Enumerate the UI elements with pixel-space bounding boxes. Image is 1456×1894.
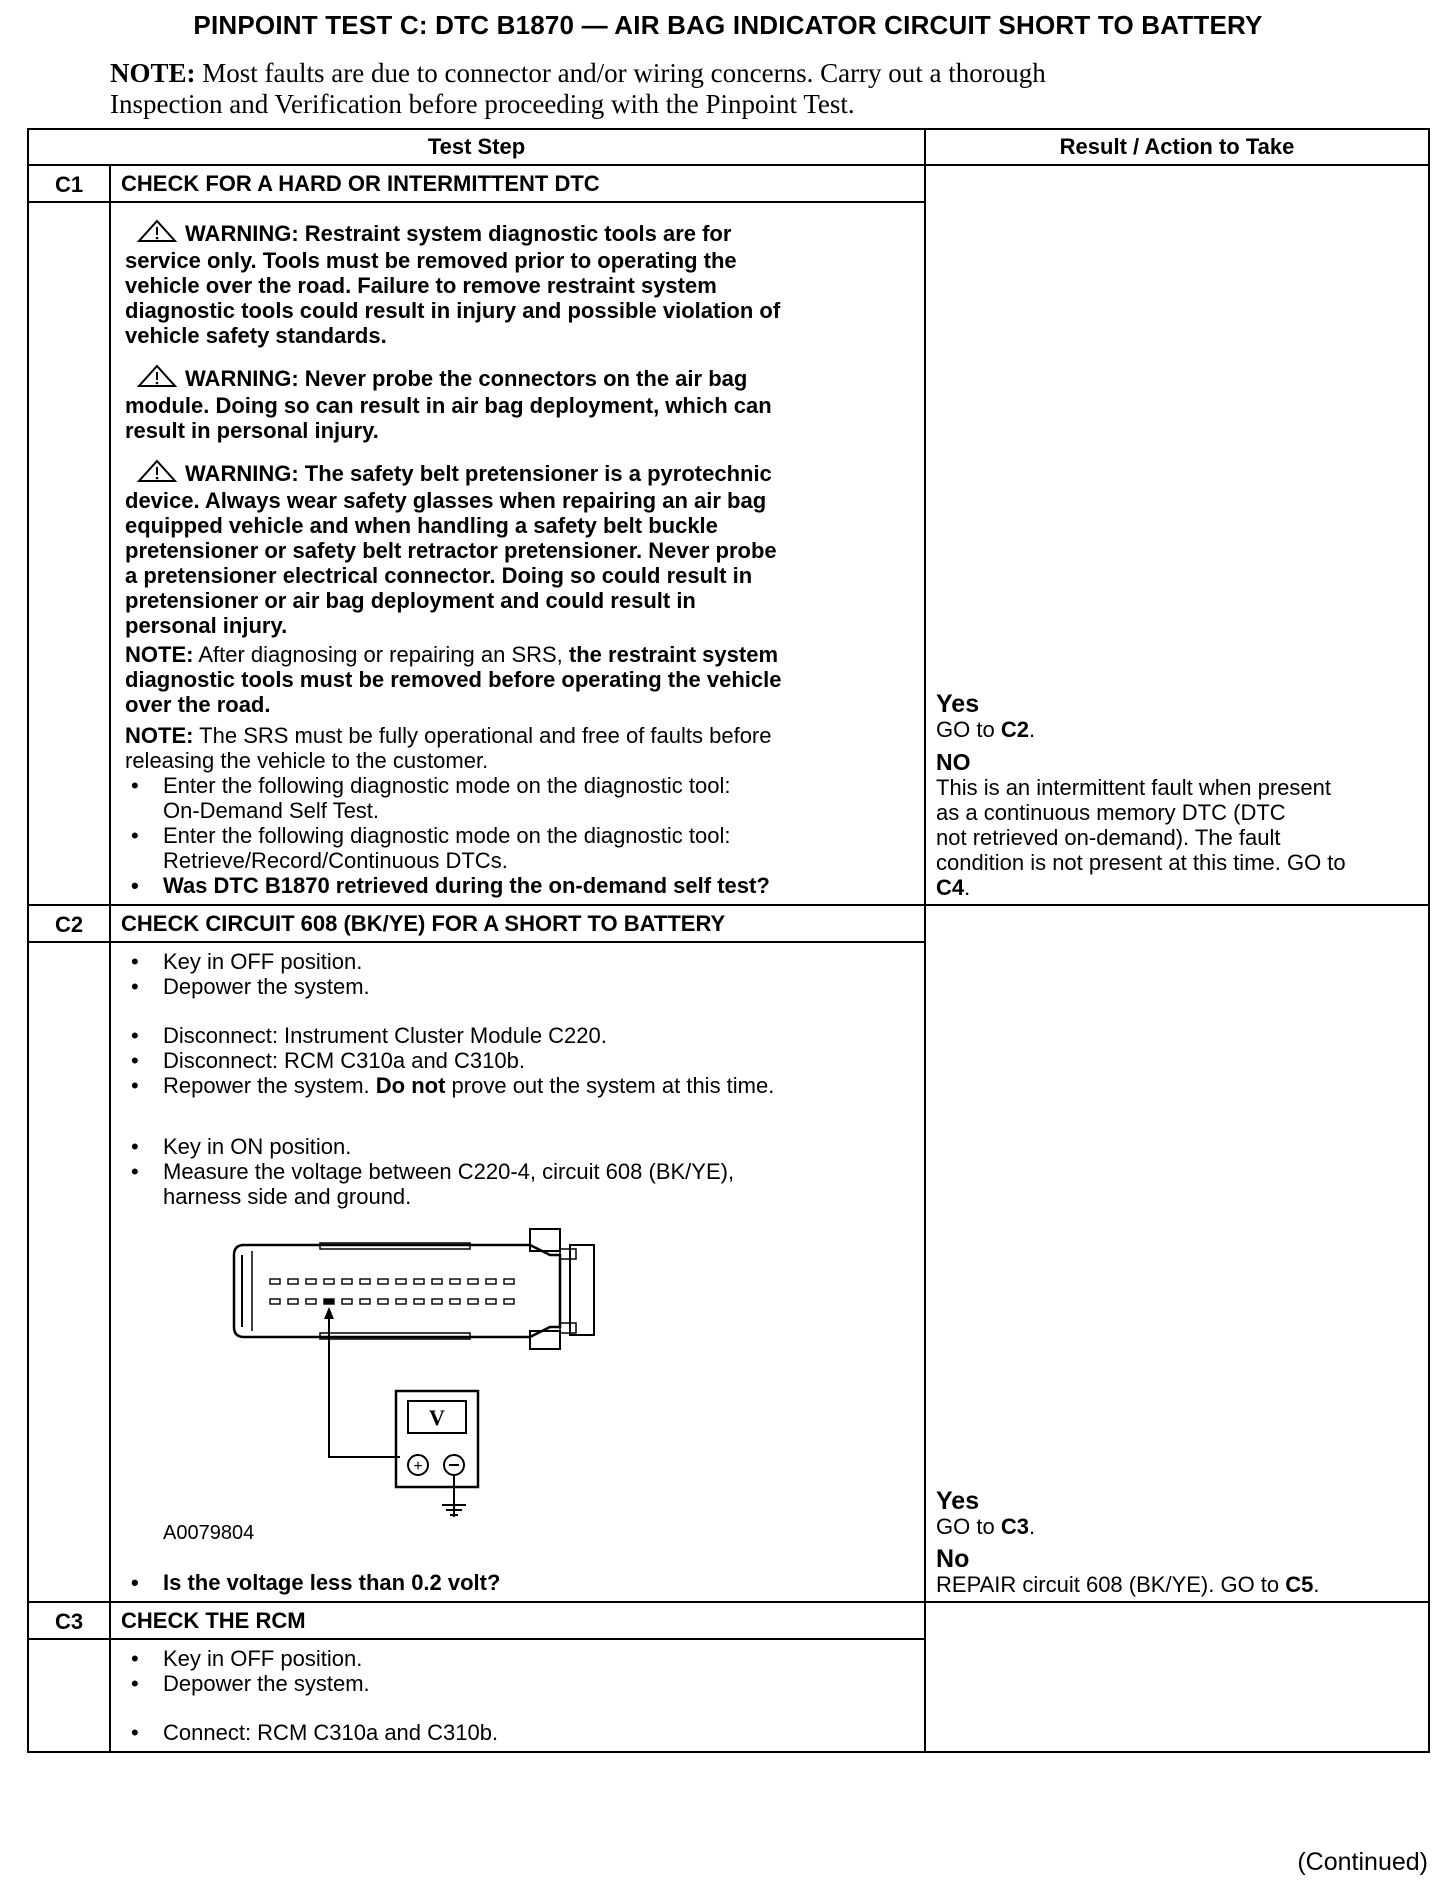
c2-no-label: No (936, 1545, 970, 1573)
c1-no-line3: not retrieved on-demand). The fault (936, 825, 1281, 850)
list-item: • Depower the system. (125, 974, 914, 999)
header-test-step: Test Step (28, 129, 925, 165)
step-c1-title-row (28, 165, 1429, 202)
warning-2-line3: result in personal injury. (125, 418, 379, 443)
step-c2-title-row (28, 905, 1429, 942)
c1-no-line4: condition is not present at this time. GO to (936, 850, 1346, 875)
c1-no-line1: This is an intermittent fault when present (936, 775, 1331, 800)
page-title: PINPOINT TEST C: DTC B1870 — AIR BAG INDICATOR CIRCUIT SHORT TO BATTERY (193, 10, 1263, 40)
step-c3-content (110, 1639, 925, 1752)
c2-yes-label: Yes (936, 1487, 980, 1515)
note1-bold2: diagnostic tools must be removed before operating the vehicle (125, 667, 782, 692)
list-item: • Enter the following diagnostic mode on the diagnostic tool: On-Demand Self Test. (125, 773, 914, 823)
warning-3-line4: pretensioner or safety belt retractor pretensioner. Never probe (125, 538, 777, 563)
list-item: • Connect: RCM C310a and C310b. (125, 1720, 914, 1745)
c1-yes-label: Yes (936, 690, 980, 718)
warning-3 (125, 459, 914, 638)
step-c1-blank (28, 202, 110, 905)
warning-1-line3: vehicle over the road. Failure to remove restraint system (125, 273, 717, 298)
list-item: • Disconnect: Instrument Cluster Module C220. (125, 1023, 914, 1048)
list-item: • Key in ON position. (125, 1134, 914, 1159)
step-c3-blank (28, 1639, 110, 1752)
c2-yes-step: C3 (1000, 1514, 1029, 1539)
warning-1-line2: service only. Tools must be removed prior to operating the (125, 248, 737, 273)
list-item: • Key in OFF position. (125, 949, 914, 974)
svg-text:+: + (413, 1458, 423, 1475)
note1-bold1: the restraint system (568, 642, 779, 667)
step-c2-content (110, 942, 925, 1602)
intro-note-line1: Most faults are due to connector and/or wiring concerns. Carry out a thorough (202, 58, 1046, 88)
warning-3-line5: a pretensioner electrical connector. Doing so could result in (125, 563, 753, 588)
figure-id: A0079804 (163, 1522, 255, 1544)
step-c3-title-row (28, 1602, 1429, 1639)
meter-label: V (429, 1405, 445, 1430)
note-srs-operational (125, 723, 914, 773)
warning-2 (125, 364, 914, 443)
c2-no-step: C5 (1285, 1572, 1314, 1597)
step-c1-result: Yes GO to C2. NO This is an intermittent fault when present as a continuous memory DTC (DTC not retrieved on-demand). The fault condition is not present at this time. GO to C4. (925, 165, 1429, 905)
warning-2-line1: WARNING: Never probe the connectors on the air bag (185, 366, 748, 391)
c2-no-text: REPAIR circuit 608 (BK/YE). GO to (936, 1572, 1280, 1597)
list-item: • Measure the voltage between C220-4, circuit 608 (BK/YE), harness side and ground. (125, 1159, 914, 1209)
warning-3-line2: device. Always wear safety glasses when repairing an air bag (125, 488, 767, 513)
c2-question: • Is the voltage less than 0.2 volt? (125, 1570, 914, 1595)
warning-3-line7: personal injury. (125, 613, 288, 638)
step-c2-title: CHECK CIRCUIT 608 (BK/YE) FOR A SHORT TO BATTERY (110, 905, 925, 942)
ground-icon (434, 1493, 474, 1523)
step-c1-title: CHECK FOR A HARD OR INTERMITTENT DTC (110, 165, 925, 202)
warning-triangle-icon (137, 219, 177, 248)
note1-bold3: over the road. (125, 692, 271, 717)
connector-voltmeter-diagram (220, 1227, 680, 1517)
warning-1-line5: vehicle safety standards. (125, 323, 387, 348)
c1-no-label: NO (936, 749, 971, 775)
list-item: • Key in OFF position. (125, 1646, 914, 1671)
step-c3-id: C3 (28, 1602, 110, 1639)
note2-label: NOTE: (125, 723, 194, 748)
intro-note (110, 58, 1410, 120)
step-c2-id: C2 (28, 905, 110, 942)
note2-line2: releasing the vehicle to the customer. (125, 748, 489, 773)
table-header-row (28, 129, 1429, 165)
c1-no-line2: as a continuous memory DTC (DTC (936, 800, 1286, 825)
pinpoint-test-table (27, 128, 1430, 1753)
note1-text: After diagnosing or repairing an SRS, (198, 642, 563, 667)
list-item: • Repower the system. Do not prove out the system at this time. (125, 1073, 914, 1098)
step-c3-result (925, 1602, 1429, 1752)
diagram-svg (220, 1227, 680, 1517)
warning-3-line3: equipped vehicle and when handling a safety belt buckle (125, 513, 718, 538)
step-c1-content (110, 202, 925, 905)
warning-3-line1: WARNING: The safety belt pretensioner is a pyrotechnic (185, 461, 772, 486)
header-result: Result / Action to Take (925, 129, 1429, 165)
warning-2-line2: module. Doing so can result in air bag deployment, which can (125, 393, 772, 418)
continued-label: (Continued) (1297, 1848, 1428, 1876)
warning-triangle-icon (137, 364, 177, 393)
note1-label: NOTE: (125, 642, 194, 667)
warning-triangle-icon (137, 459, 177, 488)
list-item: • Depower the system. (125, 1671, 914, 1696)
warning-1-line4: diagnostic tools could result in injury and possible violation of (125, 298, 781, 323)
c2-yes-text: GO to (936, 1514, 995, 1539)
step-c2-result: Yes GO to C3. No REPAIR circuit 608 (BK/YE). GO to C5. (925, 905, 1429, 1602)
c1-no-step: C4 (936, 875, 965, 900)
c1-question: • Was DTC B1870 retrieved during the on-demand self test? (125, 873, 914, 898)
c1-yes-text: GO to (936, 717, 995, 742)
c1-yes-step: C2 (1000, 717, 1029, 742)
list-item: • Enter the following diagnostic mode on the diagnostic tool: Retrieve/Record/Continuous DTCs. (125, 823, 914, 873)
step-c3-title: CHECK THE RCM (110, 1602, 925, 1639)
step-c1-id: C1 (28, 165, 110, 202)
warning-1-line1: WARNING: Restraint system diagnostic tools are for (185, 221, 732, 246)
note2-line1: The SRS must be fully operational and free of faults before (199, 723, 772, 748)
intro-note-label: NOTE: (110, 58, 196, 88)
list-item: • Disconnect: RCM C310a and C310b. (125, 1048, 914, 1073)
intro-note-line2: Inspection and Verification before proceeding with the Pinpoint Test. (110, 89, 855, 119)
step-c2-blank (28, 942, 110, 1602)
note-srs-tools (125, 642, 914, 717)
warning-3-line6: pretensioner or air bag deployment and could result in (125, 588, 696, 613)
warning-1 (125, 219, 914, 348)
